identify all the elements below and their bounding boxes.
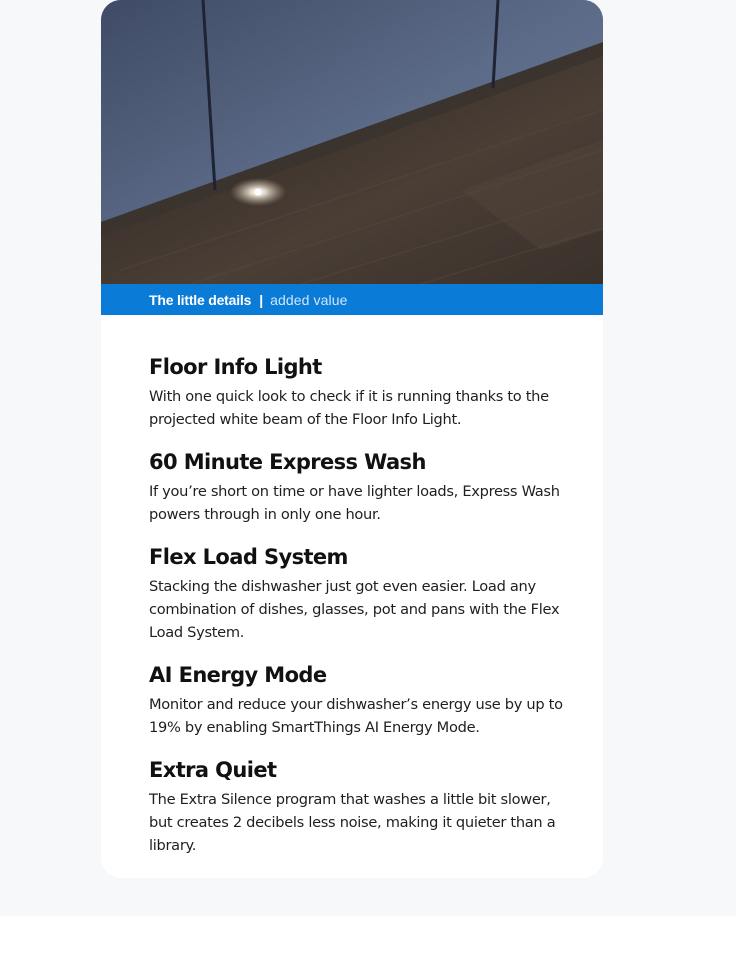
feature-description: Stacking the dishwasher just got even easier. Load any combination of dishes, glasses, pot and pans with the Flex Load System. xyxy=(149,578,560,641)
feature-list xyxy=(149,353,569,874)
banner-subtitle: added value xyxy=(270,291,348,308)
feature-extra-quiet xyxy=(149,756,569,857)
feature-title: Extra Quiet xyxy=(149,758,277,782)
floor-info-light-photo xyxy=(101,0,603,284)
feature-title: AI Energy Mode xyxy=(149,663,327,687)
hero-image xyxy=(101,0,603,284)
banner-separator: | xyxy=(259,291,264,308)
details-banner xyxy=(101,284,603,315)
feature-ai-energy-mode xyxy=(149,661,569,739)
feature-description: With one quick look to check if it is running thanks to the projected white beam of the Floor Info Light. xyxy=(149,388,549,428)
page-footer-strip xyxy=(0,916,736,956)
feature-description: The Extra Silence program that washes a little bit slower, but creates 2 decibels less noise, making it quieter than a library. xyxy=(149,791,556,854)
feature-flex-load xyxy=(149,543,569,644)
feature-title: Floor Info Light xyxy=(149,355,322,379)
feature-description: Monitor and reduce your dishwasher’s energy use by up to 19% by enabling SmartThings AI Energy Mode. xyxy=(149,696,563,736)
feature-card xyxy=(101,0,603,878)
feature-floor-info-light xyxy=(149,353,569,431)
feature-title: 60 Minute Express Wash xyxy=(149,450,426,474)
feature-description: If you’re short on time or have lighter loads, Express Wash powers through in only one hour. xyxy=(149,483,560,523)
banner-highlight: The little details xyxy=(149,291,252,308)
feature-express-wash xyxy=(149,448,569,526)
feature-title: Flex Load System xyxy=(149,545,348,569)
